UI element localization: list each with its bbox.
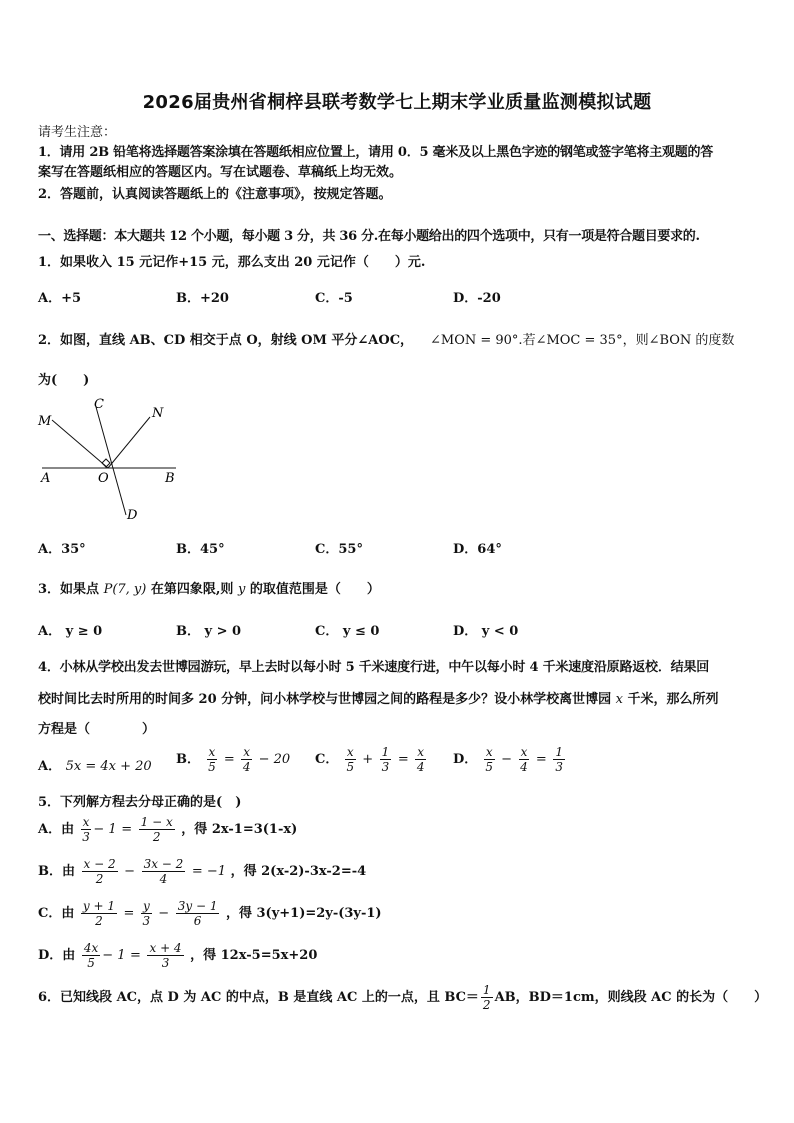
question-2-figure (30, 395, 190, 525)
q5-c-n3: 3y − 1 (177, 899, 218, 913)
q4-b-label: B． (176, 752, 200, 767)
q4-b-rest: − 20 (258, 752, 291, 767)
label-b: B (165, 471, 175, 486)
q4-d-label: D． (453, 752, 478, 767)
q4-d-n3: 1 (555, 745, 563, 759)
q4-d-d3: 3 (555, 760, 563, 774)
q4-b-d1: 5 (208, 760, 216, 774)
q2-option-d[interactable]: D．64° (453, 542, 502, 557)
q3-option-d[interactable]: D． y < 0 (453, 624, 519, 639)
label-n: N (152, 406, 164, 421)
q3-stem-c: 的取值范围是（ ） (245, 582, 380, 597)
q5-d-label: D．由 (38, 948, 76, 963)
q5-a-d1: 3 (82, 830, 90, 844)
q6-num: 1 (482, 983, 491, 997)
q3-option-c[interactable]: C． y ≤ 0 (315, 624, 380, 639)
page-title: 2026届贵州省桐梓县联考数学七上期末学业质量监测模拟试题 (142, 92, 652, 113)
q5-b-eq: = −1 (191, 864, 227, 879)
q6-stem-a: 6．已知线段 AC，点 D 为 AC 的中点，B 是直线 AC 上的一点，且 BC＝ (38, 990, 479, 1005)
q5-c-d1: 2 (95, 914, 103, 928)
q5-c-result: ，得 3(y+1)=2y-(3y-1) (225, 906, 382, 921)
q4-option-d[interactable] (453, 745, 567, 774)
q5-b-d2: 4 (159, 872, 168, 886)
q4-a-eq: 5x = 4x + 20 (65, 759, 152, 774)
q2-option-a[interactable]: A．35° (38, 542, 86, 557)
q4-b-d2: 4 (242, 760, 251, 774)
q5-a-m1: − 1 (93, 822, 117, 837)
notice-heading: 请考生注意： (38, 125, 117, 140)
q3-stem-b: 在第四象限,则 (146, 582, 238, 597)
q4-a-label: A． (38, 759, 62, 774)
question-6-stem (38, 983, 767, 1012)
q5-a-eq: = (121, 822, 133, 837)
q5-option-d[interactable] (38, 941, 317, 970)
q5-d-n2: x + 4 (149, 941, 182, 955)
q4-c-n1: x (346, 745, 354, 759)
q5-c-d3: 6 (193, 914, 202, 928)
question-2-stem-b: ∠MON = 90°.若∠MOC = 35°，则∠BON 的度数 (430, 333, 735, 348)
notice-line-2: 案写在答题纸相应的答题区内。写在试题卷、草稿纸上均无效。 (38, 165, 403, 180)
q3-option-b[interactable]: B． y > 0 (176, 624, 242, 639)
q5-d-d2: 3 (161, 956, 170, 970)
q1-option-a[interactable]: A．+5 (38, 291, 82, 306)
q5-a-label: A．由 (38, 822, 75, 837)
q5-d-d1: 5 (87, 956, 95, 970)
ray-om (52, 420, 108, 468)
q5-d-m1: − 1 (102, 948, 126, 963)
q2-option-c[interactable]: C．55° (315, 542, 363, 557)
q4-b-n1: x (208, 745, 216, 759)
q5-b-n2: 3x − 2 (143, 857, 184, 871)
q3-var: y (237, 582, 246, 597)
q4-d-op: − (501, 752, 513, 767)
question-4-line-3: 方程是（ ） (38, 722, 156, 737)
label-a: A (41, 471, 51, 486)
notice-line-1: 1．请用 2B 铅笔将选择题答案涂填在答题纸相应位置上，请用 0．5 毫米及以上黑色字迹的钢笔或签字笔将主观题的答 (38, 145, 714, 160)
q4-option-a[interactable] (38, 755, 152, 774)
question-3-stem (38, 578, 380, 597)
q4-c-n2: 1 (381, 745, 390, 759)
q5-b-n1: x − 2 (83, 857, 116, 871)
q4-c-label: C． (315, 752, 339, 767)
q5-b-label: B．由 (38, 864, 75, 879)
question-1-stem: 1．如果收入 15 元记作+15 元，那么支出 20 元记作（ ）元. (38, 255, 426, 270)
q4-c-op: + (362, 752, 374, 767)
q5-c-d2: 3 (142, 914, 151, 928)
label-m: M (38, 414, 52, 429)
q5-a-d2: 2 (152, 830, 161, 844)
notice-line-3: 2．答题前，认真阅读答题纸上的《注意事项》，按规定答题。 (38, 187, 392, 202)
q5-option-c[interactable]: C．由 $\frac{y + 1}{2}$ = $\frac{y}{3}$ − $\frac{3y - 1}{6}$ ，得 3(y+1)=2y-(3y-1) (38, 899, 382, 928)
question-2-stem-a: 2．如图，直线 AB、CD 相交于点 O，射线 OM 平分∠AOC， (38, 333, 414, 348)
q4-c-n3: x (417, 745, 425, 759)
q3-stem-a: 3．如果点 (38, 582, 104, 597)
q5-a-result: ，得 2x-1=3(1-x) (181, 822, 298, 837)
q5-d-eq: = (130, 948, 141, 963)
q5-a-n2: 1 − x (140, 815, 173, 829)
q4-c-eq: = (397, 752, 409, 767)
q5-a-n1: x (82, 815, 90, 829)
q5-d-result: ，得 12x-5=5x+20 (190, 948, 318, 963)
q5-option-b[interactable]: B．由 $\frac{x - 2}{2}$ − $\frac{3x - 2}{4}$ = −1 ，得 2(x-2)-3x-2=-4 (38, 857, 367, 886)
q1-option-b[interactable]: B．+20 (176, 291, 229, 306)
q4-c-d3: 4 (416, 760, 425, 774)
q4-d-d2: 4 (520, 760, 528, 774)
q4-option-b[interactable] (176, 745, 290, 774)
q5-c-label: C．由 (38, 906, 75, 921)
q1-option-d[interactable]: D．-20 (453, 291, 501, 306)
q5-d-n1: 4x (83, 941, 99, 955)
q6-stem-b: AB，BD＝1cm，则线段 AC 的长为（ ） (494, 990, 768, 1005)
q5-c-eq: = (123, 906, 135, 921)
question-2-stem-c: 为( ) (38, 373, 90, 388)
q4-var: x (615, 692, 624, 707)
q4-line2-b: 千米，那么所列 (623, 692, 719, 707)
q4-c-d2: 3 (381, 760, 390, 774)
question-4-line-1: 4．小林从学校出发去世博园游玩，早上去时以每小时 5 千米速度行进，中午以每小时 4 千米速度沿原路返校．结果回 (38, 660, 710, 675)
q3-point: P(7, y) (103, 582, 147, 597)
label-o: O (98, 471, 109, 486)
q1-option-c[interactable]: C．-5 (315, 291, 353, 306)
label-d: D (127, 508, 138, 523)
q5-c-n1: y + 1 (82, 899, 115, 913)
q4-b-eq: = (223, 752, 235, 767)
q2-option-b[interactable]: B．45° (176, 542, 225, 557)
q4-d-eq: = (535, 752, 547, 767)
q5-b-d1: 2 (95, 872, 104, 886)
ray-on (108, 417, 150, 468)
q3-option-a[interactable]: A． y ≥ 0 (38, 624, 103, 639)
question-5-stem: 5．下列解方程去分母正确的是( ) (38, 795, 242, 810)
question-4-line-2 (38, 688, 719, 707)
q4-d-d1: 5 (485, 760, 494, 774)
q6-den: 2 (482, 998, 491, 1012)
q4-c-d1: 5 (346, 760, 355, 774)
q5-b-result: ，得 2(x-2)-3x-2=-4 (230, 864, 367, 879)
q4-option-c[interactable] (315, 745, 428, 774)
q4-line2-a: 校时间比去时所用的时间多 20 分钟，问小林学校与世博园之间的路程是多少？设小林学校离世博园 (38, 692, 616, 707)
q4-d-n2: x (520, 745, 528, 759)
q4-d-n1: x (485, 745, 493, 759)
label-c: C (94, 397, 104, 412)
q5-c-n2: y (142, 899, 150, 913)
q4-b-n2: x (243, 745, 251, 759)
q5-option-a[interactable] (38, 815, 297, 844)
section-heading: 一、选择题：本大题共 12 个小题，每小题 3 分，共 36 分.在每小题给出的四个选项中，只有一项是符合题目要求的. (38, 229, 700, 244)
